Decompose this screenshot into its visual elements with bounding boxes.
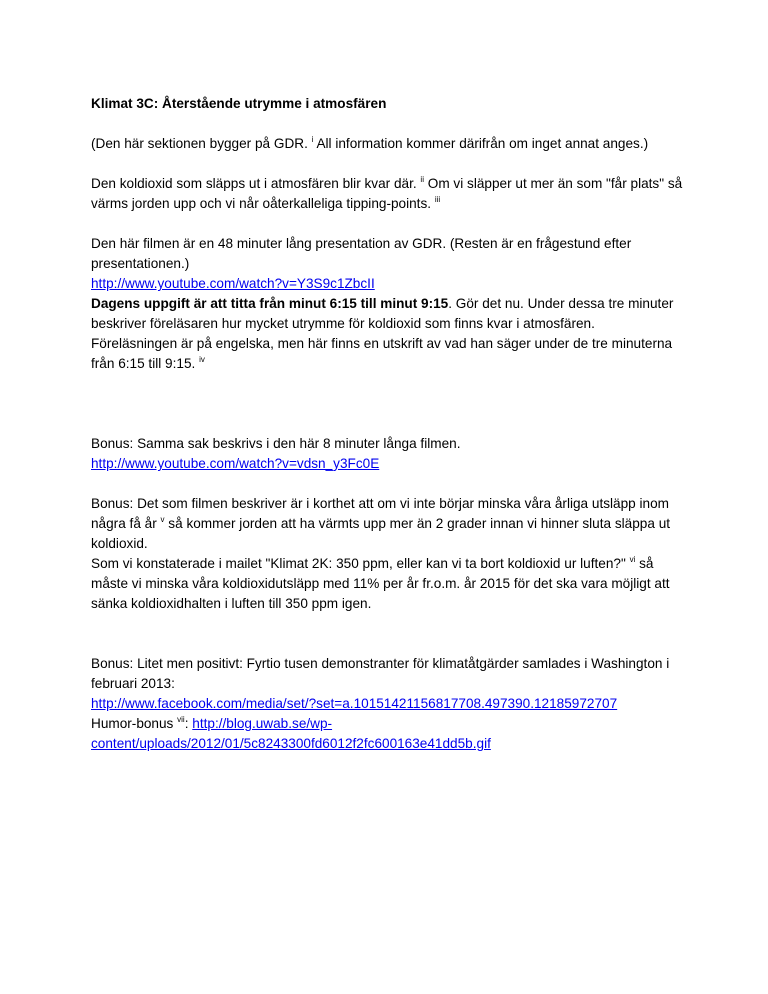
- footnote-ref-iv[interactable]: iv: [199, 355, 205, 364]
- task-bold-text: Dagens uppgift är att titta från minut 6:15 till minut 9:15: [91, 296, 449, 311]
- footnote-ref-i[interactable]: i: [311, 135, 314, 144]
- p2-text: Den här filmen är en 48 minuter lång presentation av GDR. (Resten är en frågestund efter presentationen.): [91, 236, 632, 271]
- paragraph-bonus-emissions: [91, 494, 691, 614]
- footnote-ref-vii[interactable]: vii: [177, 715, 185, 724]
- humor-link-line1: http://blog.uwab.se/wp-: [192, 716, 333, 731]
- p3-text: Bonus: Samma sak beskrivs i den här 8 minuter långa filmen.: [91, 436, 461, 451]
- footnote-ref-v[interactable]: v: [160, 515, 165, 524]
- p4-text-4: så måste vi minska våra koldioxidutsläpp med 11% per år fr.o.m. år 2015 för det ska vara möjligt att sänka koldioxidhalten i luften till 350 ppm igen.: [91, 556, 670, 611]
- paragraph-carbon: [91, 174, 691, 214]
- humor-separator: :: [184, 716, 193, 731]
- intro-text-2: All information kommer därifrån om inget annat anges.): [313, 136, 649, 151]
- intro-paragraph: [91, 134, 691, 154]
- youtube-link-bonus[interactable]: http://www.youtube.com/watch?v=vdsn_y3Fc0E: [91, 456, 380, 471]
- document-page: [91, 94, 691, 754]
- humor-link-line2: content/uploads/2012/01/5c8243300fd6012f2fc600163e41dd5b.gif: [91, 736, 491, 751]
- footnote-ref-iii[interactable]: iii: [434, 195, 441, 204]
- p2-text-3: Föreläsningen är på engelska, men här finns en utskrift av vad han säger under de tre minuterna från 6:15 till 9:15.: [91, 336, 673, 371]
- p1-text: Den koldioxid som släpps ut i atmosfären blir kvar där.: [91, 176, 417, 191]
- facebook-link[interactable]: http://www.facebook.com/media/set/?set=a.10151421156817708.497390.12185972707: [91, 696, 618, 711]
- document-heading: Klimat 3C: Återstående utrymme i atmosfären: [91, 96, 387, 111]
- p2-text-2: . Gör det nu. Under dessa tre minuter beskriver föreläsaren hur mycket utrymme för koldioxid som finns kvar i atmosfären.: [91, 296, 674, 331]
- paragraph-bonus-film: [91, 434, 691, 474]
- p4-text: Bonus: Det som filmen beskriver är i korthet att om vi inte börjar minska våra årliga utsläpp inom några få år: [91, 496, 669, 531]
- footnote-ref-vi[interactable]: vi: [629, 555, 636, 564]
- intro-text: (Den här sektionen bygger på GDR.: [91, 136, 308, 151]
- humor-bonus-label: Humor-bonus: [91, 716, 174, 731]
- p5-text: Bonus: Litet men positivt: Fyrtio tusen demonstranter för klimatåtgärder samlades i Washington i februari 2013:: [91, 656, 670, 691]
- youtube-link-gdr[interactable]: http://www.youtube.com/watch?v=Y3S9c1ZbcII: [91, 276, 375, 291]
- footnote-ref-ii[interactable]: ii: [420, 175, 424, 184]
- p4-text-2: så kommer jorden att ha värmts upp mer än 2 grader innan vi hinner sluta släppa ut koldioxid.: [91, 516, 671, 551]
- paragraph-film: [91, 234, 691, 374]
- p4-text-3: Som vi konstaterade i mailet "Klimat 2K: 350 ppm, eller kan vi ta bort koldioxid ur luften?": [91, 556, 626, 571]
- p1-text-2: Om vi släpper ut mer än som "får plats" så värms jorden upp och vi når oåterkalleliga tipping-points.: [91, 176, 683, 211]
- paragraph-bonus-demonstration: [91, 654, 691, 754]
